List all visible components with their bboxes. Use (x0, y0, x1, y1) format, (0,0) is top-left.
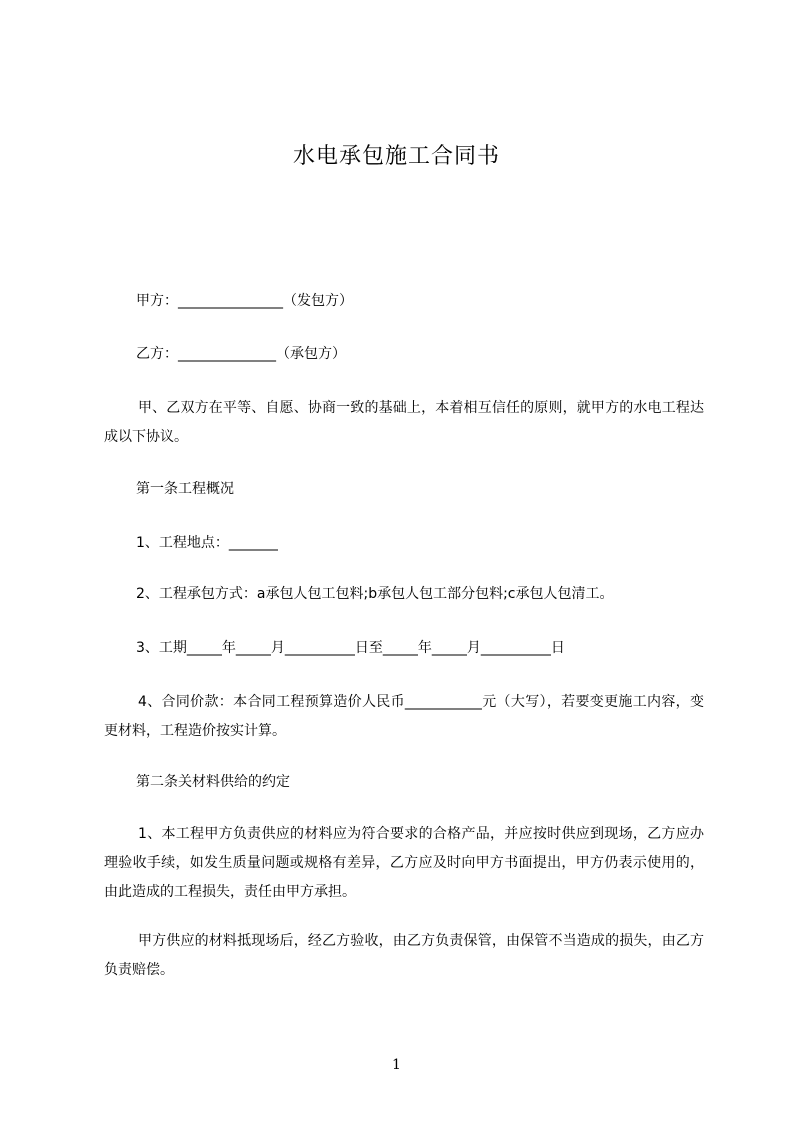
item-1-location: 1、工程地点：_______ (136, 535, 278, 551)
article-1-heading: 第一条工程概况 (136, 481, 234, 497)
article-2-item-1: 1、本工程甲方负责供应的材料应为符合要求的合格产品，并应按时供应到现场，乙方应办理验收手续，如发生质量问题或规格有差异，乙方应及时向甲方书面提出，甲方仍表示使用的，由此造成的工程损失，责任由甲方承担。 (104, 826, 704, 900)
document-title: 水电承包施工合同书 (292, 144, 500, 169)
article-2-heading: 第二条关材料供给的约定 (136, 774, 290, 790)
party-b-line: 乙方：______________（承包方） (136, 346, 346, 362)
article-2-paragraph-2: 甲方供应的材料抵现场后，经乙方验收，由乙方负责保管，由保管不当造成的损失，由乙方负责赔偿。 (104, 933, 704, 978)
item-4-contract-price: 4、合同价款：本合同工程预算造价人民币___________元（大写），若要变更施工内容，变更材料，工程造价按实计算。 (104, 694, 704, 739)
item-2-contract-method: 2、工程承包方式：a承包人包工包料;b承包人包工部分包料;c承包人包清工。 (136, 586, 614, 602)
party-a-line: 甲方：_______________（发包方） (136, 293, 353, 309)
item-3-construction-period: 3、工期_____年_____月__________日至_____年_____月__________日 (136, 640, 565, 656)
page-number: 1 (392, 1057, 401, 1073)
intro-paragraph: 甲、乙双方在平等、自愿、协商一致的基础上，本着相互信任的原则，就甲方的水电工程达成以下协议。 (104, 400, 704, 445)
